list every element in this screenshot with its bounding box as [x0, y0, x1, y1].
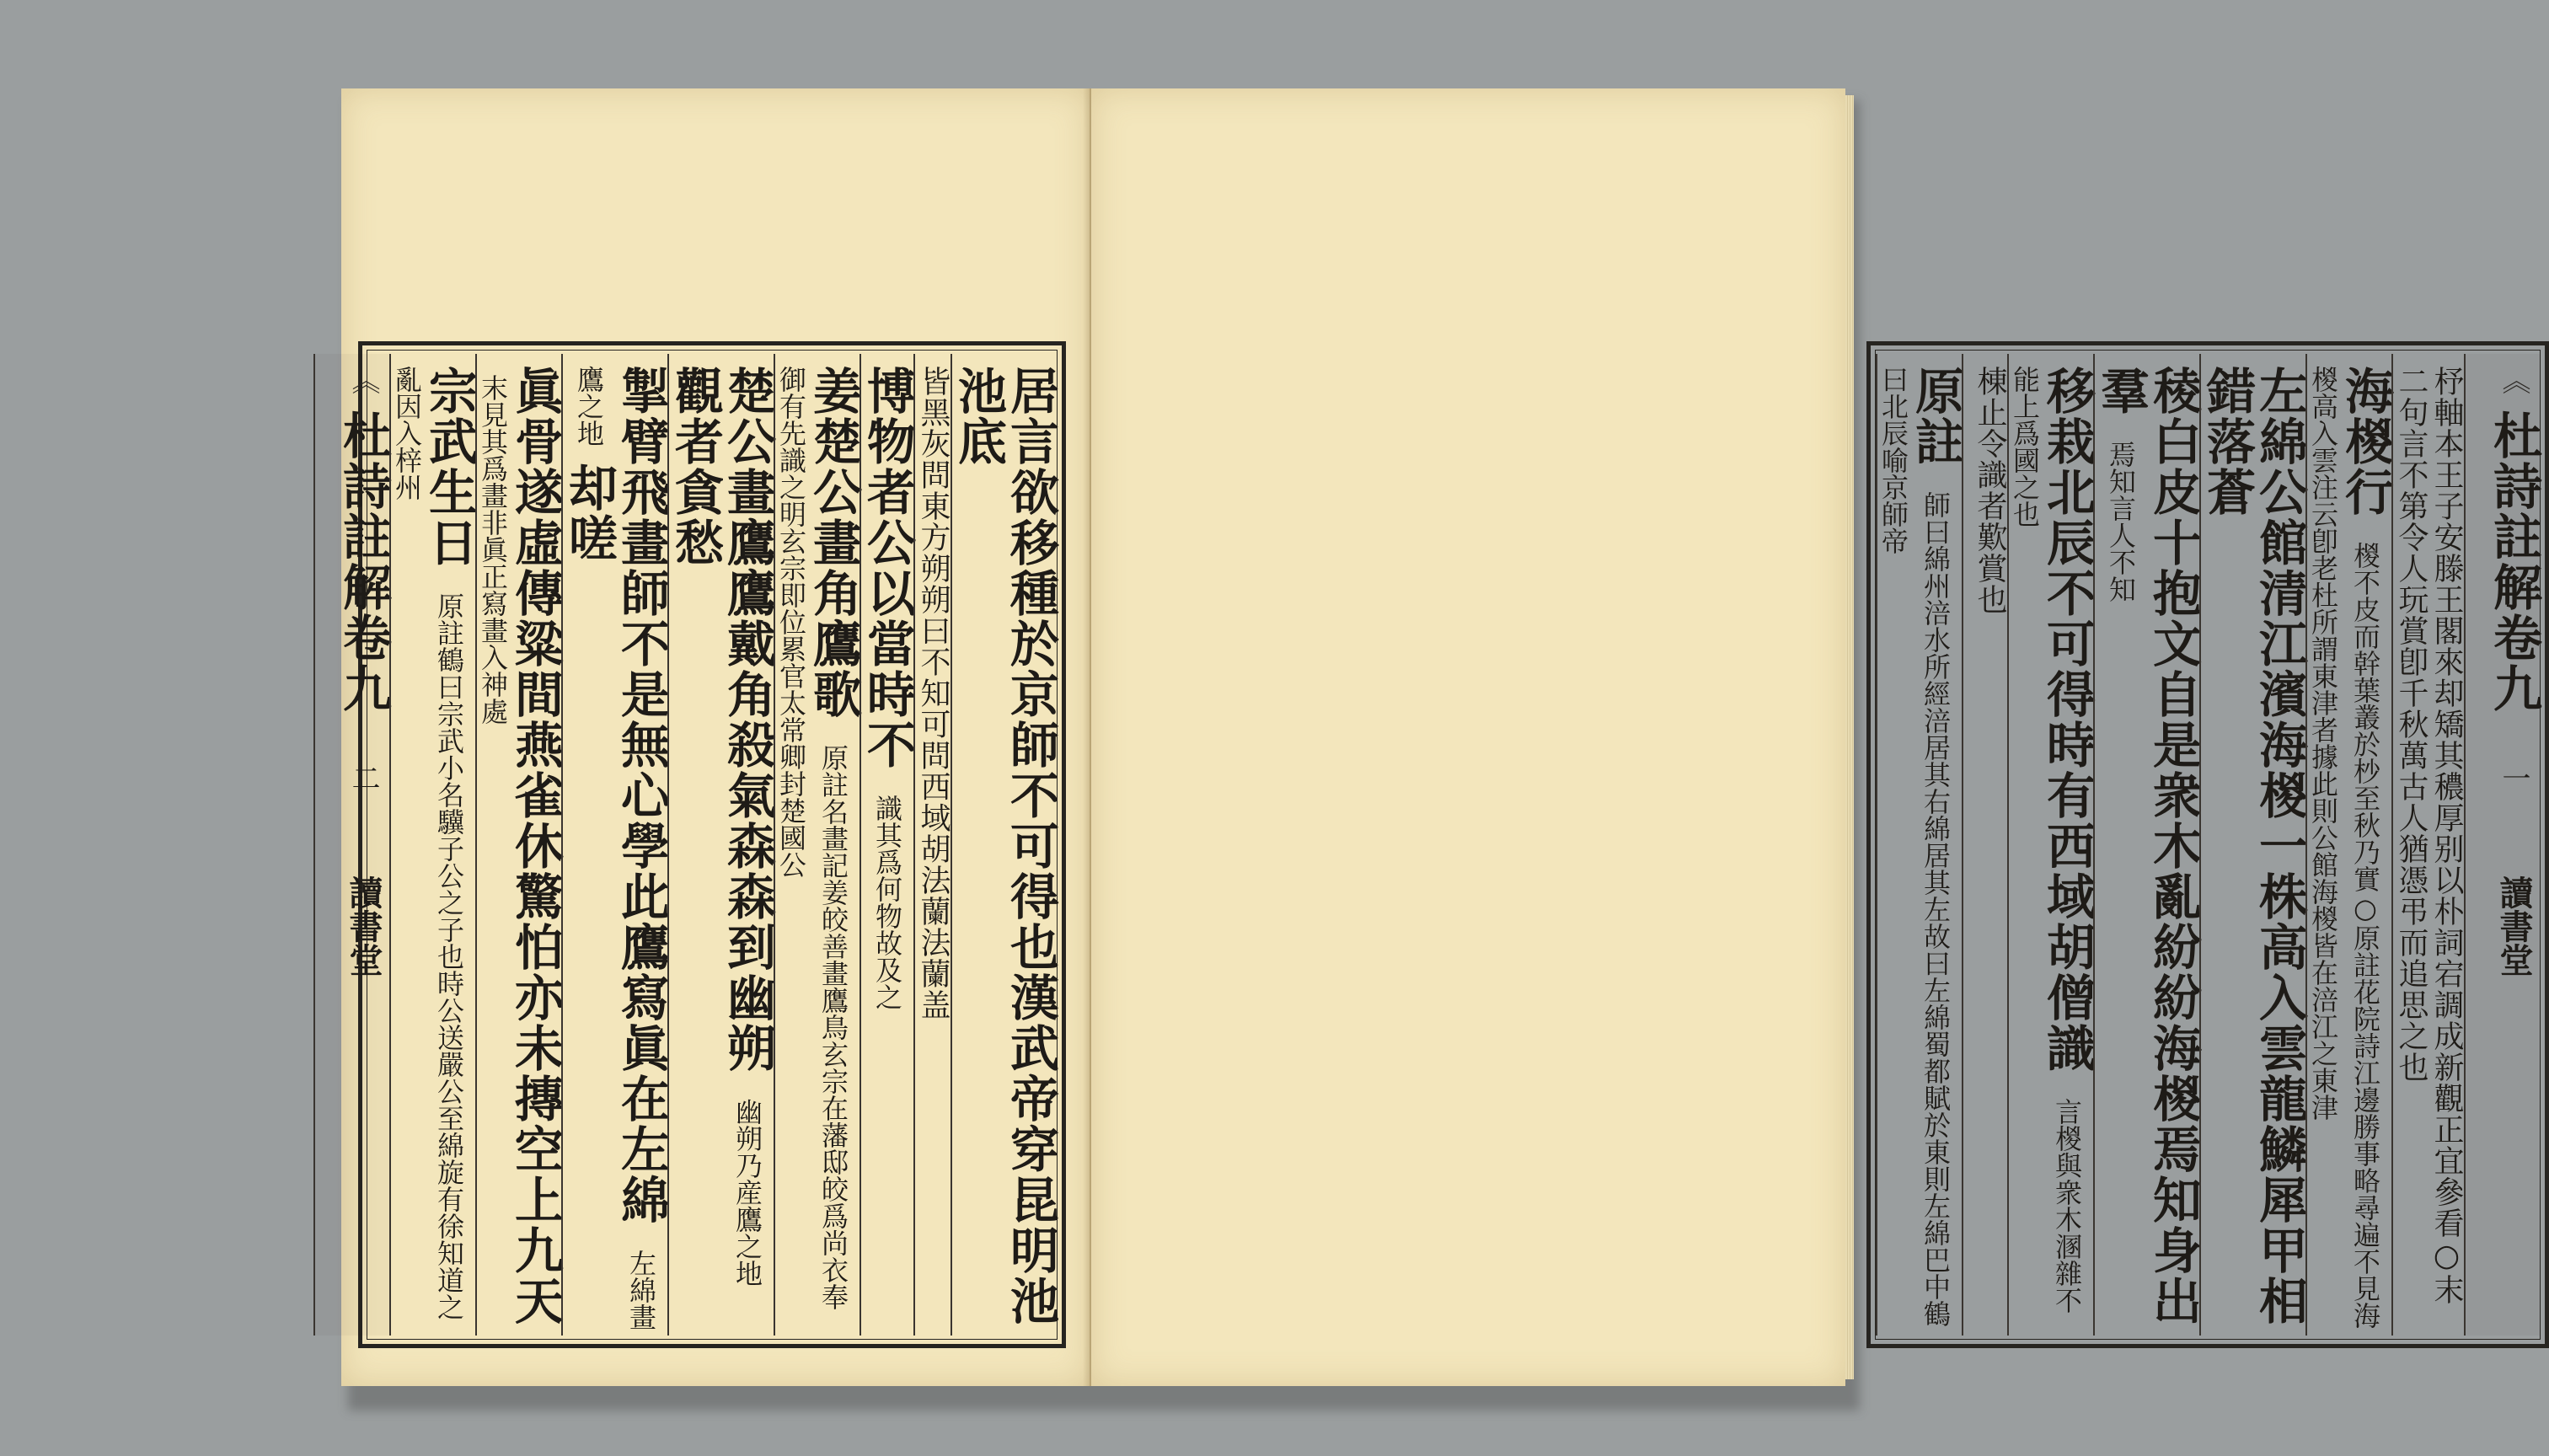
annotation-text: 識其爲何物故及之	[871, 795, 903, 1010]
leaf-number: 二	[346, 763, 380, 792]
main-text: 眞骨遂虛傳粱間燕雀休驚怕亦未摶空上九天	[506, 366, 564, 1326]
studio-name: 讀書堂	[344, 875, 383, 977]
annotation-text: 言椶與衆木溷雜不能上爲國之也	[2009, 366, 2083, 1314]
main-text: 掣臂飛畫師不是無心學此鷹寫眞在左綿	[613, 366, 670, 1225]
book-title: 杜詩註解卷九	[335, 410, 392, 714]
book-title: 杜詩註解卷九	[2485, 410, 2542, 714]
annotation-text: 師曰綿州涪水所經涪居其右綿居其左故曰左綿蜀都賦於東則左綿巴中鶴曰北辰喻京師帝	[1877, 366, 1952, 1327]
main-text: 稜白皮十抱文自是衆木亂紛紛海椶焉知身出羣	[2092, 366, 2202, 1326]
text-column	[2092, 354, 2202, 1336]
annotation-text: 焉知言人不知	[2105, 441, 2137, 602]
main-text: 移栽北辰不可得時有西域胡僧識	[2038, 366, 2096, 1073]
annotation-text: 左綿畫鷹之地	[573, 366, 657, 1330]
leaf-number: 一	[2497, 763, 2530, 792]
text-column	[2198, 354, 2308, 1336]
poem-title: 海椶行	[2337, 366, 2394, 517]
main-text: 左綿公館清江濱海椶一株高入雲龍鱗犀甲相錯落蒼	[2198, 366, 2308, 1326]
main-text: 博物者公以當時不	[859, 366, 916, 770]
poem-title: 宗武生日	[420, 366, 478, 568]
text-column	[774, 354, 862, 1336]
text-column	[859, 354, 916, 1336]
open-book	[335, 88, 2542, 1399]
banxin-center-strip	[313, 354, 392, 1336]
text-column	[389, 354, 478, 1336]
left-page-columns	[335, 354, 1059, 1336]
fishtail-mark-icon: ︽	[2497, 366, 2530, 394]
text-column	[475, 354, 564, 1336]
main-text: 觀者貪愁	[667, 366, 724, 568]
text-column	[560, 354, 670, 1336]
annotation-text: 幽朔乃産鷹之地	[731, 1098, 763, 1287]
text-column	[951, 354, 1057, 1336]
annotation-text: 原註名畫記姜皎善畫鷹鳥玄宗在藩邸皎爲尚衣奉御有先識之明玄宗即位累官太常卿封楚國公	[775, 366, 849, 1310]
annotation-text: 皆黑灰問東方朔朔曰不知可問西域胡法蘭法蘭盖	[916, 366, 951, 1020]
text-column	[1876, 354, 1962, 1336]
banxin-center-strip	[2464, 354, 2540, 1336]
annotation-text: 原註鶴曰宗武小名驥子公之子也時公送嚴公至綿旋有徐知道之亂因入梓州	[391, 366, 465, 1320]
main-text: 楚公畫鷹鷹戴角殺氣森森到幽朔	[719, 366, 776, 1073]
text-column	[913, 354, 951, 1336]
annotation-text: 杼軸本王子安滕王閣來却矯其穠厚别以朴詞宕調成新觀正宜參看○末二句言不第令人玩賞卽千秋萬古人猶憑弔而追思之也	[2394, 366, 2464, 1305]
text-column	[2007, 354, 2096, 1336]
text-column	[1962, 354, 2007, 1336]
right-page-columns	[1876, 354, 2540, 1336]
main-text: 居言欲移種於京師不可得也漢武帝穿昆明池池底	[950, 366, 1059, 1326]
annotation-text: 末見其爲畫非眞正寫畫入神處	[477, 374, 509, 725]
poem-title: 姜楚公畫角鷹歌	[805, 366, 862, 720]
fishtail-mark-icon: ︽	[346, 366, 380, 394]
annotation-heading: 原註	[1907, 366, 1964, 467]
main-text: 却嗟	[560, 463, 618, 564]
annotation-text: 棟止令識者歎賞也	[1973, 366, 2007, 615]
annotation-text: 椶不皮而幹葉叢於杪至秋乃實○原註花院詩江邊勝事略尋遍不見海椶高入雲注云卽老杜所謂東津者據此則公館海椶皆在涪江之東津	[2307, 366, 2381, 1329]
right-page-text-frame	[1866, 341, 2549, 1348]
text-column	[2391, 354, 2464, 1336]
studio-name: 讀書堂	[2494, 875, 2534, 977]
right-page	[1091, 88, 2542, 1386]
text-column	[2305, 354, 2394, 1336]
text-column	[667, 354, 774, 1336]
left-page	[335, 88, 1091, 1386]
left-page-text-frame	[335, 341, 1066, 1348]
